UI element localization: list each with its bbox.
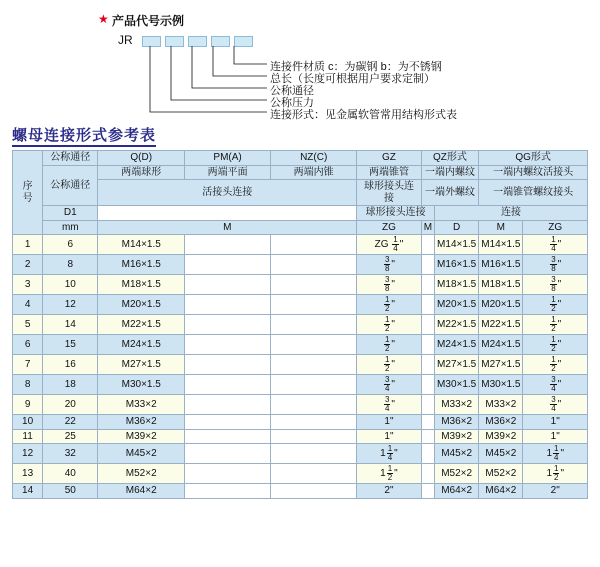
cell-qd-m: M64×2 xyxy=(98,484,185,499)
cell-qz-m-blank xyxy=(421,464,434,484)
header-dn: 公称通径 xyxy=(43,151,98,166)
legend-item-length: 总长（长度可根据用户要求定制） xyxy=(270,73,435,85)
header-unit-zg: ZG xyxy=(357,220,422,235)
table-row xyxy=(13,415,588,430)
table-row xyxy=(13,484,588,499)
cell-qg-zg: $\frac{1}{2}$ " xyxy=(523,315,588,335)
cell-qz-m-blank xyxy=(421,375,434,395)
cell-qg-zg: 1 $\frac{1}{4}$ " xyxy=(523,444,588,464)
cell-qd-m: M45×2 xyxy=(98,444,185,464)
cell-gz-zg: $\frac{1}{2}$ " xyxy=(357,335,422,355)
header-group-pma: PM(A) xyxy=(185,151,271,166)
legend-item-connection-type: 连接形式：见金属软管常用结构形式表 xyxy=(270,109,457,121)
cell-qg-m: M36×2 xyxy=(479,415,523,430)
header-desc-qz: 一端内螺纹 xyxy=(421,165,479,180)
cell-qg-zg: $\frac{1}{2}$ " xyxy=(523,335,588,355)
cell-nzc-m xyxy=(271,355,357,375)
cell-dn: 10 xyxy=(43,275,98,295)
cell-qd-m: M39×2 xyxy=(98,429,185,444)
cell-gz-zg: 1 $\frac{1}{4}$ " xyxy=(357,444,422,464)
legend-item-nominal-pressure: 公称压力 xyxy=(270,97,314,109)
header-unit-qg-zg: ZG xyxy=(523,220,588,235)
cell-qz-d: M39×2 xyxy=(435,429,479,444)
cell-pma-m xyxy=(185,295,271,315)
cell-qg-zg: $\frac{3}{8}$ " xyxy=(523,275,588,295)
cell-pma-m xyxy=(185,235,271,255)
cell-seq: 3 xyxy=(13,275,43,295)
cell-qz-m-blank xyxy=(421,255,434,275)
cell-qg-zg: 1" xyxy=(523,429,588,444)
header-row-desc xyxy=(13,165,588,180)
cell-seq: 4 xyxy=(13,295,43,315)
cell-dn: 50 xyxy=(43,484,98,499)
table-head xyxy=(13,151,588,235)
cell-qz-m-blank xyxy=(421,235,434,255)
cell-qd-m: M20×1.5 xyxy=(98,295,185,315)
cell-nzc-m xyxy=(271,464,357,484)
cell-pma-m xyxy=(185,444,271,464)
cell-qz-d: M14×1.5 xyxy=(435,235,479,255)
cell-seq: 5 xyxy=(13,315,43,335)
cell-dn: 12 xyxy=(43,295,98,315)
cell-pma-m xyxy=(185,429,271,444)
header-blank-1 xyxy=(98,206,357,221)
cell-qg-m: M14×1.5 xyxy=(479,235,523,255)
header-desc-nzc: 两端内锥 xyxy=(271,165,357,180)
header-group-qz: QZ形式 xyxy=(421,151,479,166)
cell-qd-m: M24×1.5 xyxy=(98,335,185,355)
cell-qz-d: M20×1.5 xyxy=(435,295,479,315)
header-unit-qz-m: M xyxy=(421,220,434,235)
table-row xyxy=(13,315,588,335)
cell-qd-m: M22×1.5 xyxy=(98,315,185,335)
cell-gz-zg: $\frac{1}{2}$ " xyxy=(357,315,422,335)
cell-gz-zg: $\frac{3}{8}$ " xyxy=(357,255,422,275)
header-sub-qg: 连接 xyxy=(435,206,588,221)
cell-gz-zg: $\frac{1}{2}$ " xyxy=(357,295,422,315)
cell-gz-zg: $\frac{3}{4}$ " xyxy=(357,375,422,395)
cell-seq: 8 xyxy=(13,375,43,395)
header-desc2-qz: 一端外螺纹 xyxy=(421,180,479,206)
cell-qd-m: M16×1.5 xyxy=(98,255,185,275)
cell-gz-zg: 2" xyxy=(357,484,422,499)
table-row xyxy=(13,464,588,484)
cell-qz-m-blank xyxy=(421,355,434,375)
header-unit-m: M xyxy=(98,220,357,235)
cell-seq: 11 xyxy=(13,429,43,444)
star-icon: ★ xyxy=(98,12,109,26)
cell-dn: 8 xyxy=(43,255,98,275)
legend-item-material: 连接件材质 c：为碳钢 b：为不锈钢 xyxy=(270,61,442,73)
table-row xyxy=(13,444,588,464)
cell-qg-m: M45×2 xyxy=(479,444,523,464)
cell-qz-d: M30×1.5 xyxy=(435,375,479,395)
cell-gz-zg: $\frac{3}{8}$ " xyxy=(357,275,422,295)
cell-dn: 22 xyxy=(43,415,98,430)
table-row xyxy=(13,235,588,255)
cell-qz-d: M45×2 xyxy=(435,444,479,464)
table-row xyxy=(13,295,588,315)
cell-pma-m xyxy=(185,415,271,430)
header-unit-qz-d: D xyxy=(435,220,479,235)
header-unit-mm: mm xyxy=(43,220,98,235)
cell-qg-m: M30×1.5 xyxy=(479,375,523,395)
legend-title: 产品代号示例 xyxy=(112,14,185,28)
cell-qg-m: M52×2 xyxy=(479,464,523,484)
cell-nzc-m xyxy=(271,375,357,395)
cell-qz-d: M33×2 xyxy=(435,395,479,415)
cell-qg-zg: 2" xyxy=(523,484,588,499)
cell-seq: 6 xyxy=(13,335,43,355)
legend-item-nominal-diameter: 公称通径 xyxy=(270,85,314,97)
header-seq-char1: 序 xyxy=(22,181,33,192)
cell-qg-zg: $\frac{3}{4}$ " xyxy=(523,395,588,415)
table-row xyxy=(13,335,588,355)
cell-qz-m-blank xyxy=(421,275,434,295)
cell-nzc-m xyxy=(271,484,357,499)
cell-pma-m xyxy=(185,375,271,395)
cell-qg-m: M33×2 xyxy=(479,395,523,415)
cell-qg-m: M16×1.5 xyxy=(479,255,523,275)
header-group-gz: GZ xyxy=(357,151,422,166)
table-row xyxy=(13,275,588,295)
cell-dn: 14 xyxy=(43,315,98,335)
cell-pma-m xyxy=(185,355,271,375)
cell-nzc-m xyxy=(271,429,357,444)
header-sub-gz: 球形接头连接 xyxy=(357,180,422,206)
cell-gz-zg: 1 $\frac{1}{2}$ " xyxy=(357,464,422,484)
header-group-nzc: NZ(C) xyxy=(271,151,357,166)
cell-qz-m-blank xyxy=(421,444,434,464)
cell-nzc-m xyxy=(271,395,357,415)
cell-pma-m xyxy=(185,275,271,295)
cell-qg-m: M64×2 xyxy=(479,484,523,499)
cell-qz-d: M22×1.5 xyxy=(435,315,479,335)
cell-dn: 20 xyxy=(43,395,98,415)
cell-qd-m: M33×2 xyxy=(98,395,185,415)
header-desc-pma: 两端平面 xyxy=(185,165,271,180)
cell-dn: 40 xyxy=(43,464,98,484)
cell-qg-m: M20×1.5 xyxy=(479,295,523,315)
cell-qg-m: M39×2 xyxy=(479,429,523,444)
header-seq-char2: 号 xyxy=(22,192,33,204)
cell-qg-zg: 1 $\frac{1}{2}$ " xyxy=(523,464,588,484)
code-prefix: JR xyxy=(118,33,133,47)
cell-qg-m: M18×1.5 xyxy=(479,275,523,295)
cell-qg-zg: 1" xyxy=(523,415,588,430)
header-d1: D1 xyxy=(43,206,98,221)
cell-qd-m: M27×1.5 xyxy=(98,355,185,375)
cell-qz-m-blank xyxy=(421,429,434,444)
cell-qz-m-blank xyxy=(421,335,434,355)
table-row xyxy=(13,395,588,415)
cell-qz-m-blank xyxy=(421,315,434,335)
cell-seq: 10 xyxy=(13,415,43,430)
header-row-code xyxy=(13,151,588,166)
cell-nzc-m xyxy=(271,275,357,295)
cell-seq: 9 xyxy=(13,395,43,415)
cell-seq: 14 xyxy=(13,484,43,499)
table-row xyxy=(13,429,588,444)
cell-qz-d: M64×2 xyxy=(435,484,479,499)
cell-seq: 13 xyxy=(13,464,43,484)
cell-qg-zg: $\frac{1}{2}$ " xyxy=(523,295,588,315)
cell-seq: 7 xyxy=(13,355,43,375)
cell-qz-d: M24×1.5 xyxy=(435,335,479,355)
page-title xyxy=(12,124,156,145)
cell-pma-m xyxy=(185,484,271,499)
cell-qd-m: M18×1.5 xyxy=(98,275,185,295)
header-sub-qz: 球形接头连接 xyxy=(357,206,435,221)
cell-qg-zg: $\frac{3}{8}$ " xyxy=(523,255,588,275)
cell-nzc-m xyxy=(271,235,357,255)
header-desc-qd: 两端球形 xyxy=(98,165,185,180)
cell-qz-d: M27×1.5 xyxy=(435,355,479,375)
cell-nzc-m xyxy=(271,444,357,464)
cell-qz-d: M36×2 xyxy=(435,415,479,430)
cell-pma-m xyxy=(185,335,271,355)
header-group-qd: Q(D) xyxy=(98,151,185,166)
cell-dn: 6 xyxy=(43,235,98,255)
nut-connection-spec-table xyxy=(12,150,588,499)
cell-nzc-m xyxy=(271,295,357,315)
cell-qg-zg: $\frac{1}{4}$ " xyxy=(523,235,588,255)
cell-seq: 12 xyxy=(13,444,43,464)
header-sub-active: 活接头连接 xyxy=(98,180,357,206)
cell-dn: 32 xyxy=(43,444,98,464)
cell-qd-m: M52×2 xyxy=(98,464,185,484)
header-desc-gz: 两端锥管 xyxy=(357,165,422,180)
cell-qd-m: M14×1.5 xyxy=(98,235,185,255)
cell-nzc-m xyxy=(271,255,357,275)
cell-gz-zg: $\frac{3}{4}$ " xyxy=(357,395,422,415)
cell-seq: 1 xyxy=(13,235,43,255)
cell-nzc-m xyxy=(271,415,357,430)
header-unit-qg-m: M xyxy=(479,220,523,235)
cell-qg-zg: $\frac{1}{2}$ " xyxy=(523,355,588,375)
cell-qz-d: M18×1.5 xyxy=(435,275,479,295)
cell-qg-m: M24×1.5 xyxy=(479,335,523,355)
cell-dn: 25 xyxy=(43,429,98,444)
cell-gz-zg: $\frac{1}{2}$ " xyxy=(357,355,422,375)
cell-qz-d: M16×1.5 xyxy=(435,255,479,275)
header-desc2-qg: 一端锥管螺纹接头 xyxy=(479,180,588,206)
cell-qg-m: M22×1.5 xyxy=(479,315,523,335)
header-row-sub xyxy=(13,180,588,206)
product-code-legend xyxy=(0,0,600,128)
cell-qg-zg: $\frac{3}{4}$ " xyxy=(523,375,588,395)
cell-qz-m-blank xyxy=(421,395,434,415)
cell-dn: 16 xyxy=(43,355,98,375)
cell-qz-d: M52×2 xyxy=(435,464,479,484)
page-title-text: 螺母连接形式参考表 xyxy=(12,127,156,147)
header-row-d1 xyxy=(13,206,588,221)
table-row xyxy=(13,355,588,375)
table-row xyxy=(13,375,588,395)
cell-nzc-m xyxy=(271,315,357,335)
cell-qz-m-blank xyxy=(421,415,434,430)
header-row-units xyxy=(13,220,588,235)
header-seq xyxy=(13,151,43,235)
header-dn-label: 公称通径 xyxy=(43,165,98,206)
cell-dn: 18 xyxy=(43,375,98,395)
table-body xyxy=(13,235,588,499)
cell-gz-zg: ZG $\frac{1}{4}$ " xyxy=(357,235,422,255)
cell-gz-zg: 1" xyxy=(357,429,422,444)
cell-seq: 2 xyxy=(13,255,43,275)
cell-nzc-m xyxy=(271,335,357,355)
cell-qz-m-blank xyxy=(421,295,434,315)
cell-pma-m xyxy=(185,255,271,275)
cell-qd-m: M36×2 xyxy=(98,415,185,430)
cell-qd-m: M30×1.5 xyxy=(98,375,185,395)
cell-gz-zg: 1" xyxy=(357,415,422,430)
cell-dn: 15 xyxy=(43,335,98,355)
cell-qg-m: M27×1.5 xyxy=(479,355,523,375)
cell-qz-m-blank xyxy=(421,484,434,499)
header-group-qg: QG形式 xyxy=(479,151,588,166)
cell-pma-m xyxy=(185,464,271,484)
table-row xyxy=(13,255,588,275)
cell-pma-m xyxy=(185,315,271,335)
header-desc-qg: 一端内螺纹活接头 xyxy=(479,165,588,180)
cell-pma-m xyxy=(185,395,271,415)
